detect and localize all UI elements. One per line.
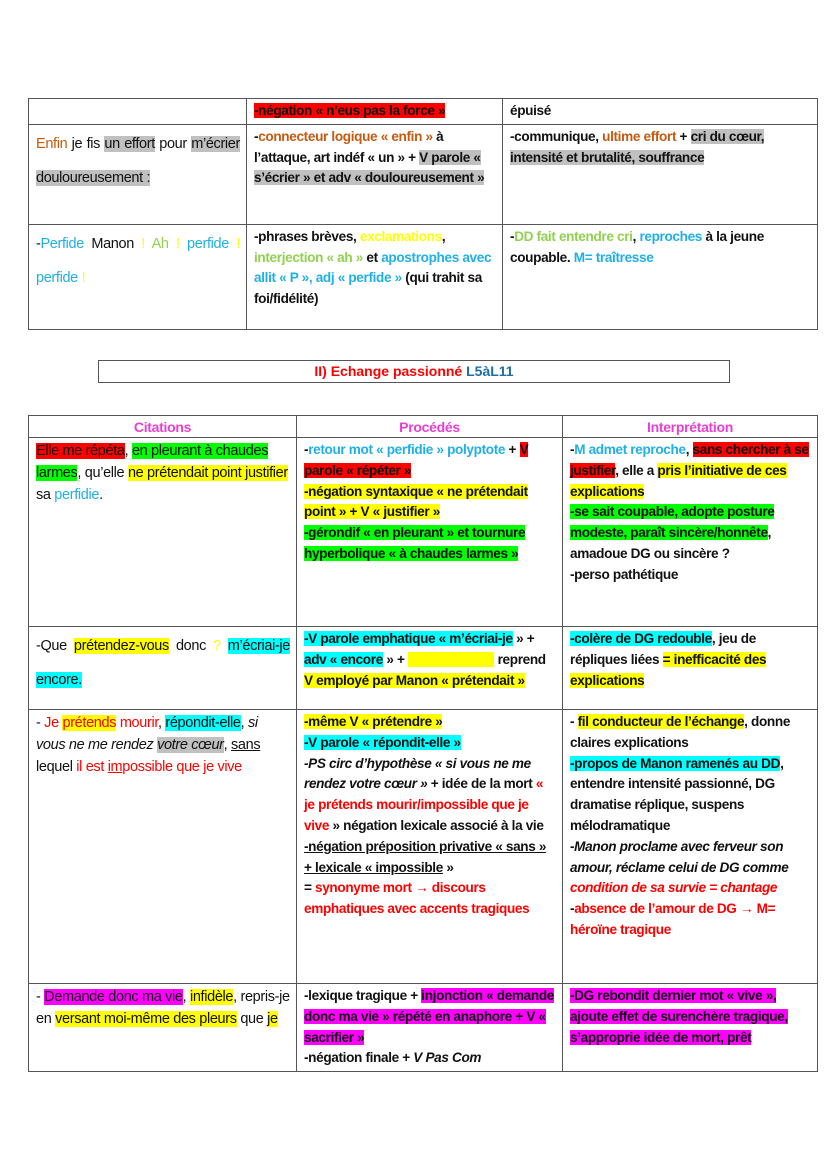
text-segment: perfidie — [54, 487, 100, 503]
text-segment: Ah — [151, 235, 169, 252]
text-segment: Perfide — [40, 235, 84, 252]
text-segment: il est — [76, 759, 108, 775]
interpretation-cell — [563, 710, 818, 984]
text-segment: , — [223, 737, 232, 753]
highlighted-text: pris l’initiative de ces explications — [570, 462, 787, 499]
highlighted-text: V parole « s’écrier » et adv « douloureusement » — [254, 149, 485, 186]
text-segment: mourir — [119, 715, 158, 731]
text-segment: ! — [175, 235, 180, 252]
procede-cell — [247, 99, 503, 125]
text-segment: exclamations — [359, 228, 442, 244]
text-segment: , — [240, 715, 248, 731]
text-segment: - — [570, 442, 575, 457]
highlighted-text: versant moi-même des pleurs — [55, 1011, 237, 1027]
procede-cell — [297, 438, 563, 627]
text-segment: , elle a — [615, 462, 658, 478]
text-segment: - — [36, 235, 41, 252]
text-segment: , jeu de répliques liées — [570, 631, 756, 667]
text-segment: ! — [141, 235, 145, 252]
interpretation-cell — [503, 99, 818, 125]
highlighted-text: prétends — [62, 715, 117, 731]
text-segment: , — [158, 715, 166, 731]
highlighted-text: interro directe — [408, 651, 495, 667]
text-segment: , — [685, 442, 693, 457]
highlighted-text: -négation syntaxique « ne prétendait point » + V « justifier » — [304, 483, 528, 520]
text-segment: lequel — [36, 759, 77, 775]
header-interpretation: Interprétation — [563, 416, 818, 438]
highlighted-text: Demande donc ma vie — [44, 989, 183, 1005]
text-segment: épuisé — [510, 103, 551, 118]
text-segment: , — [182, 989, 190, 1005]
text-segment: - — [570, 901, 575, 917]
text-segment: + — [676, 128, 691, 144]
text-segment: , — [124, 443, 132, 459]
highlighted-text: -V parole emphatique « m’écriai-je — [304, 631, 513, 646]
text-segment: . — [99, 487, 103, 503]
highlighted-text: en pleurant à chaudes larmes — [36, 443, 269, 481]
citation-cell — [29, 984, 297, 1072]
text-segment: ? — [213, 638, 221, 654]
highlighted-text: -propos de Manon ramenés au DD — [570, 755, 781, 771]
highlighted-text: votre cœur — [157, 737, 224, 753]
highlighted-text: -négation « n’eus pas la force » — [254, 103, 446, 118]
procede-cell — [297, 627, 563, 710]
text-segment: (qui trahit sa foi/fidélité) — [254, 270, 482, 307]
text-segment: » = — [304, 859, 454, 896]
citation-cell — [29, 99, 247, 125]
text-segment: pour — [154, 135, 192, 152]
table-row — [29, 224, 818, 329]
highlighted-text: = inefficacité des explications — [570, 651, 767, 688]
highlighted-text: adv « encore — [304, 651, 383, 667]
highlighted-text: je — [267, 1011, 278, 1027]
procede-cell — [297, 984, 563, 1072]
table-row — [29, 124, 818, 224]
text-segment: -négation préposition privative « sans » + lexicale « impossible — [304, 838, 547, 875]
section-title-lines: L5àL11 — [466, 363, 514, 379]
table-row — [29, 438, 818, 627]
text-segment — [221, 638, 228, 654]
header-citations: Citations — [29, 416, 297, 438]
text-segment: connecteur logique « enfin » — [258, 128, 433, 144]
citation-cell — [29, 438, 297, 627]
text-segment: - — [510, 228, 515, 244]
highlighted-text: V employé par Manon « prétendait » — [304, 672, 525, 688]
text-segment: si vous ne me rendez — [36, 715, 258, 753]
highlighted-text: ne prétendait point justifier — [127, 465, 288, 481]
interpretation-cell — [563, 627, 818, 710]
citation-cell — [29, 710, 297, 984]
highlighted-text: m’écrier — [191, 135, 240, 152]
text-segment: apostrophes avec allit « P », adj « perfide » — [254, 249, 492, 286]
text-segment: , entendre intensité passionné, DG dramatise réplique, suspens mélodramatique — [570, 755, 784, 833]
procede-cell — [247, 224, 503, 329]
text-segment: perfide — [36, 269, 78, 286]
highlighted-text: -même V « prétendre » — [304, 714, 443, 729]
highlighted-text: un effort — [104, 135, 155, 152]
highlighted-text: douloureusement : — [36, 169, 151, 186]
procede-cell — [297, 710, 563, 984]
highlighted-text: V parole « répéter » — [304, 442, 529, 478]
interpretation-cell — [503, 124, 818, 224]
highlighted-text: -DG rebondit dernier mot « vive », ajoute effet de surenchère tragique, s’approprie idée de mort, prêt — [570, 988, 788, 1045]
text-segment: + idée de la mort — [427, 776, 536, 792]
interpretation-cell — [503, 224, 818, 329]
interpretation-cell — [563, 984, 818, 1072]
text-segment: absence de l’amour de DG → M= héroïne tragique — [570, 901, 776, 937]
text-segment — [169, 236, 176, 252]
table-row — [29, 99, 818, 125]
citation-cell — [29, 124, 247, 224]
citation-cell — [29, 627, 297, 710]
text-segment: -Manon proclame avec ferveur son amour, réclame celui de DG comme — [570, 838, 789, 875]
text-segment: ! — [236, 235, 240, 252]
text-segment: à l’attaque, art indéf « un » + — [254, 128, 444, 165]
highlighted-text: m’écriai-je encore. — [36, 638, 291, 688]
text-segment: je fis — [67, 135, 105, 152]
text-segment: - — [36, 989, 45, 1005]
highlighted-text: infidèle — [189, 989, 234, 1005]
table-row — [29, 710, 818, 984]
text-segment: M= traîtresse — [573, 249, 654, 265]
text-segment: -lexique tragique + — [304, 988, 422, 1003]
text-segment: retour mot « perfidie » — [308, 442, 444, 457]
highlighted-text: prétendez-vous — [73, 638, 169, 654]
citation-cell — [29, 224, 247, 329]
analysis-table-part-1 — [28, 98, 818, 330]
section-title — [98, 360, 730, 383]
text-segment: « je prétends mourir/impossible que je vive — [304, 776, 544, 833]
text-segment: -PS circ d’hypothèse « si vous ne me rendez votre cœur » — [304, 755, 531, 792]
highlighted-text: sans chercher à se justifier — [570, 442, 809, 478]
highlighted-text: -gérondif « en pleurant » et tournure hyperbolique « à chaudes larmes » — [304, 525, 526, 561]
table-header-row — [29, 416, 818, 438]
text-segment: im — [107, 759, 123, 775]
highlighted-text: -V parole « répondit-elle » — [304, 734, 461, 750]
text-segment: V Pas Com — [413, 1050, 482, 1066]
text-segment — [180, 236, 187, 252]
text-segment: donc — [168, 638, 214, 654]
text-segment: , repris-je en — [36, 989, 290, 1027]
text-segment: + — [505, 442, 520, 457]
text-segment: -phrases brèves, — [254, 228, 360, 244]
text-segment: DD fait entendre cri — [514, 228, 633, 244]
text-segment: à la jeune coupable. — [510, 228, 764, 265]
highlighted-text: cri du cœur, intensité et brutalité, souffrance — [510, 128, 765, 165]
highlighted-text: injonction « demande donc ma vie » répété en anaphore + V « sacrifier » — [304, 988, 554, 1045]
text-segment: ultime effort — [602, 128, 677, 144]
highlighted-text: Elle me répéta — [36, 443, 125, 459]
text-segment: que — [236, 1011, 268, 1027]
interpretation-cell — [563, 438, 818, 627]
highlighted-text: -se sait coupable, adopte posture modeste, paraît sincère/honnête — [570, 504, 775, 541]
text-segment: -négation finale + — [304, 1050, 410, 1066]
text-segment: » négation lexicale associé à la vie — [332, 817, 544, 833]
text-segment: -communique, — [510, 128, 603, 144]
text-segment: » + — [512, 631, 535, 646]
table-row — [29, 627, 818, 710]
text-segment: interjection « ah » — [254, 249, 363, 265]
text-segment: , — [632, 228, 640, 244]
highlighted-text: -colère de DG redouble — [570, 631, 712, 646]
text-segment: - — [36, 715, 45, 731]
text-segment: Enfin — [36, 135, 68, 152]
text-segment: et — [362, 249, 382, 265]
text-segment: - — [254, 128, 259, 144]
section-title-main: II) Echange passionné — [314, 363, 463, 379]
analysis-table-part-2 — [28, 415, 818, 1072]
text-segment: condition de sa survie = chantage — [570, 880, 778, 896]
highlighted-text: répondit-elle — [165, 715, 241, 731]
highlighted-text: fil conducteur de l’échange — [577, 714, 745, 729]
text-segment: Je — [44, 715, 59, 731]
text-segment: Manon — [83, 235, 142, 252]
table-row — [29, 984, 818, 1072]
text-segment: polyptote — [447, 442, 506, 457]
text-segment: M admet reproche — [574, 442, 686, 457]
text-segment: sans — [231, 737, 261, 753]
text-segment: sa — [36, 487, 55, 503]
text-segment: reprend — [494, 651, 546, 667]
header-procedes: Procédés — [297, 416, 563, 438]
text-segment: - — [570, 714, 578, 729]
text-segment: synonyme mort → discours emphatiques avec accents tragiques — [304, 880, 530, 917]
text-segment: , amadoue DG ou sincère ? -perso pathétique — [570, 525, 772, 582]
text-segment: , donne claires explications — [570, 714, 791, 750]
text-segment: reproches — [639, 228, 703, 244]
procede-cell — [247, 124, 503, 224]
text-segment: , qu’elle — [77, 465, 128, 481]
text-segment: , — [441, 228, 446, 244]
text-segment: perfide — [187, 235, 229, 252]
text-segment: -Que — [36, 638, 74, 654]
text-segment: possible que je vive — [122, 759, 242, 775]
text-segment — [145, 236, 152, 252]
text-segment: ! — [81, 269, 86, 286]
text-segment: - — [304, 442, 309, 457]
text-segment: » + — [382, 651, 409, 667]
